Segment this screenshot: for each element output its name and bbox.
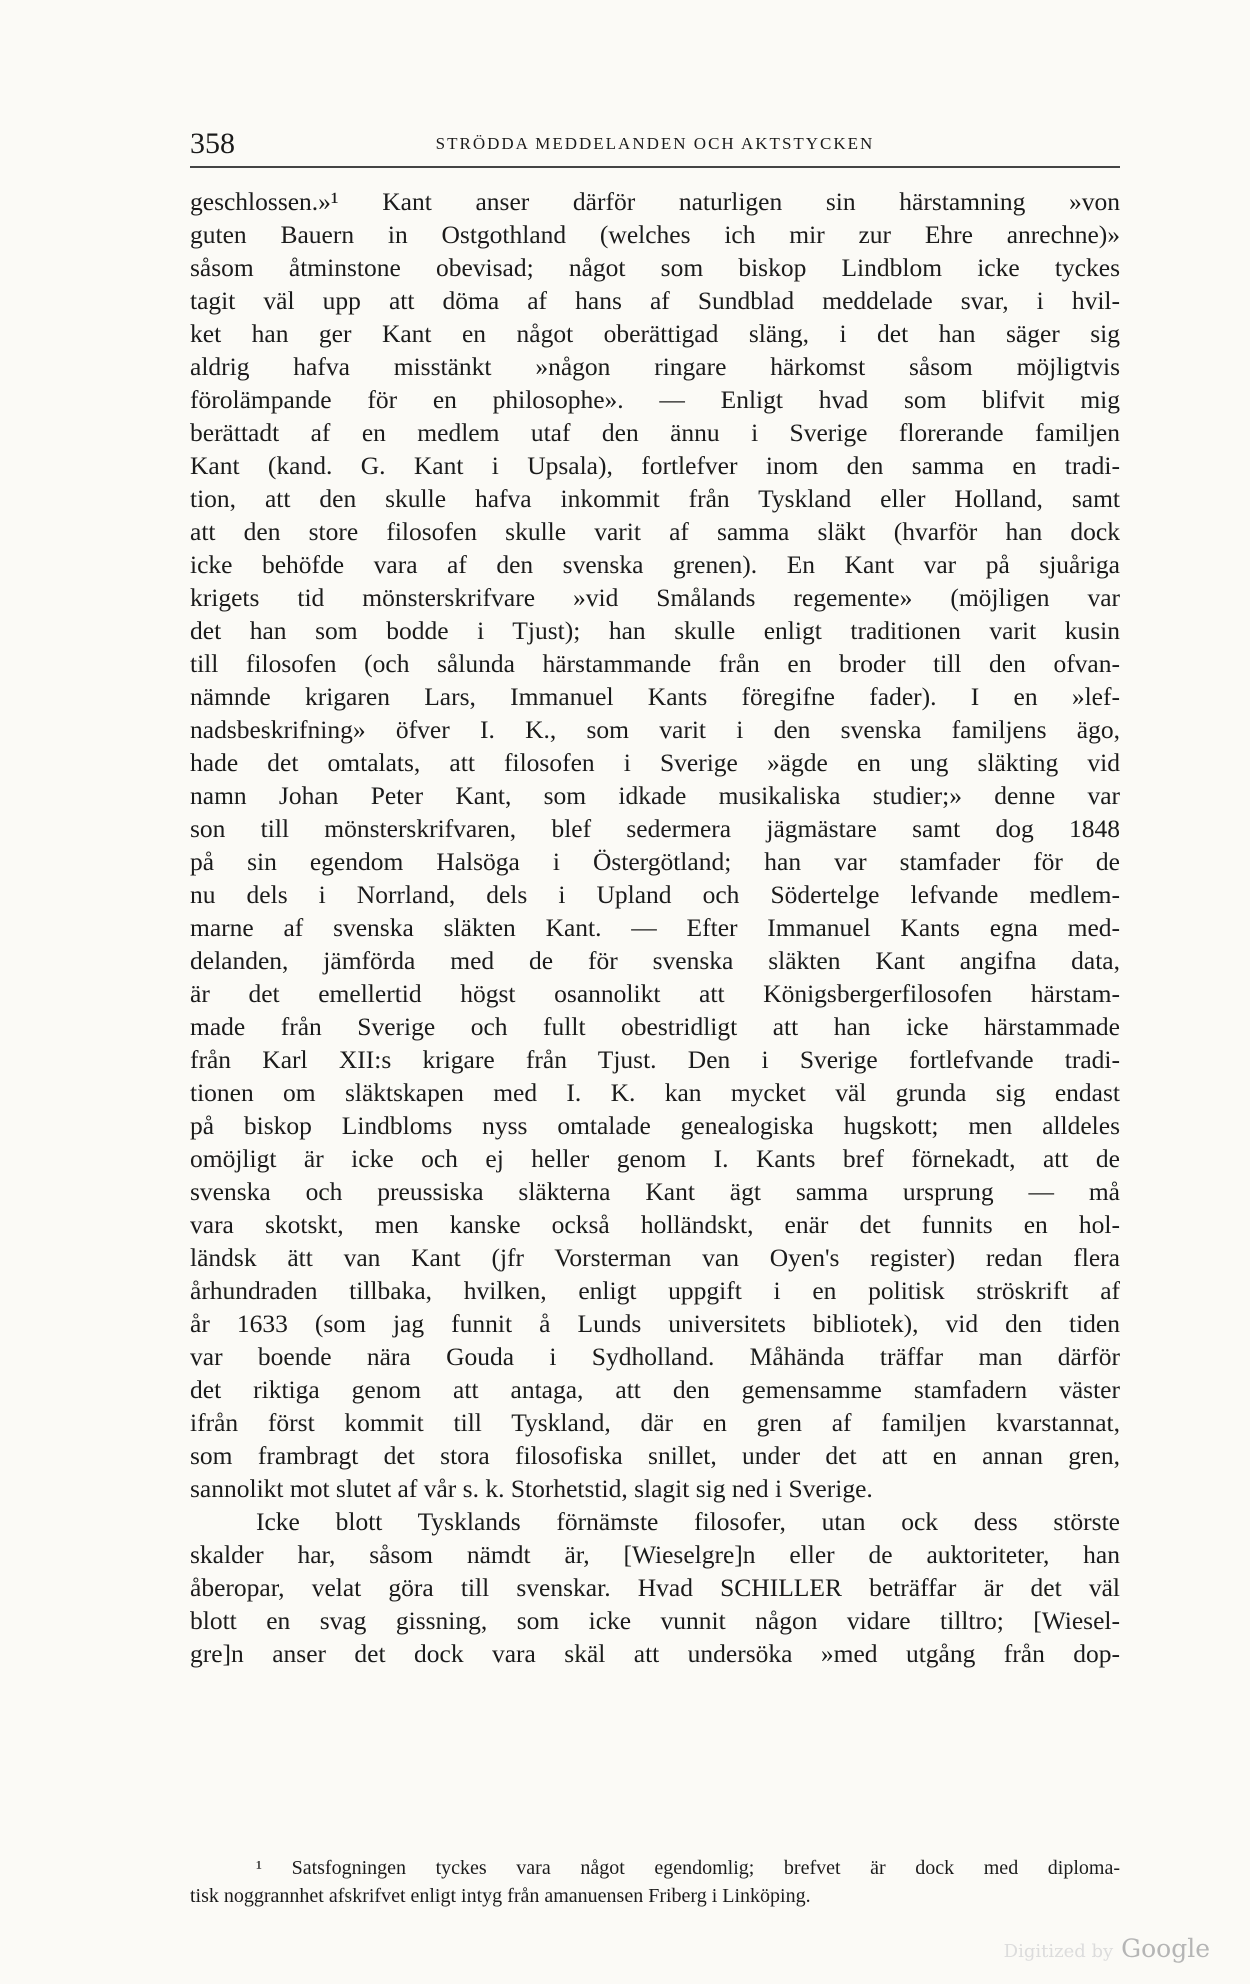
text-line: att den store filosofen skulle varit af samma släkt (hvarför han dock xyxy=(190,517,1120,546)
running-head: STRÖDDA MEDDELANDEN OCH AKTSTYCKEN xyxy=(435,134,875,153)
text-line: tionen om släktskapen med I. K. kan mycket väl grunda sig endast xyxy=(190,1078,1120,1107)
text-line: vara skotskt, men kanske också holländskt, enär det funnits en hol- xyxy=(190,1210,1120,1239)
text-line: Kant (kand. G. Kant i Upsala), fortlefver inom den samma en tradi- xyxy=(190,451,1120,480)
text-line: made från Sverige och fullt obestridligt att han icke härstammade xyxy=(190,1012,1120,1041)
text-line: förolämpande för en philosophe». — Enligt hvad som blifvit mig xyxy=(190,385,1120,414)
text-line: var boende nära Gouda i Sydholland. Måhända träffar man därför xyxy=(190,1342,1120,1371)
text-line: tagit väl upp att döma af hans af Sundblad meddelade svar, i hvil- xyxy=(190,286,1120,315)
text-line: Icke blott Tysklands förnämste filosofer, utan ock dess störste xyxy=(256,1507,1120,1536)
text-line: år 1633 (som jag funnit å Lunds universitets bibliotek), vid den tiden xyxy=(190,1309,1120,1338)
text-line: guten Bauern in Ostgothland (welches ich mir zur Ehre anrechne)» xyxy=(190,220,1120,249)
text-line: ländsk ätt van Kant (jfr Vorsterman van Oyen's register) redan flera xyxy=(190,1243,1120,1272)
text-line: icke behöfde vara af den svenska grenen). En Kant var på sjuåriga xyxy=(190,550,1120,579)
text-line: nu dels i Norrland, dels i Upland och Södertelge lefvande medlem- xyxy=(190,880,1120,909)
text-line: svenska och preussiska släkterna Kant ägt samma ursprung — må xyxy=(190,1177,1120,1206)
text-line: geschlossen.»¹ Kant anser därför naturligen sin härstamning »von xyxy=(190,187,1120,216)
text-line: blott en svag gissning, som icke vunnit någon vidare tilltro; [Wiesel- xyxy=(190,1606,1120,1635)
text-line: berättadt af en medlem utaf den ännu i Sverige florerande familjen xyxy=(190,418,1120,447)
page-number: 358 xyxy=(190,127,235,160)
text-line: tion, att den skulle hafva inkommit från Tyskland eller Holland, samt xyxy=(190,484,1120,513)
text-line: hade det omtalats, att filosofen i Sverige »ägde en ung släkting vid xyxy=(190,748,1120,777)
text-line: från Karl XII:s krigare från Tjust. Den i Sverige fortlefvande tradi- xyxy=(190,1045,1120,1074)
text-line: till filosofen (och sålunda härstammande från en broder till den ofvan- xyxy=(190,649,1120,678)
text-line: det riktiga genom att antaga, att den gemensamme stamfadern väster xyxy=(190,1375,1120,1404)
text-line: gre]n anser det dock vara skäl att undersöka »med utgång från dop- xyxy=(190,1639,1120,1668)
text-line: såsom åtminstone obevisad; något som biskop Lindblom icke tyckes xyxy=(190,253,1120,282)
text-line: aldrig hafva misstänkt »någon ringare härkomst såsom möjligtvis xyxy=(190,352,1120,381)
text-line: marne af svenska släkten Kant. — Efter Immanuel Kants egna med- xyxy=(190,913,1120,942)
google-logo-text: Google xyxy=(1121,1934,1210,1963)
text-line: omöjligt är icke och ej heller genom I. Kants bref förnekadt, att de xyxy=(190,1144,1120,1173)
text-line: namn Johan Peter Kant, som idkade musikaliska studier;» denne var xyxy=(190,781,1120,810)
page-header xyxy=(190,126,1120,168)
text-line: skalder har, såsom nämdt är, [Wieselgre]n eller de auktoriteter, han xyxy=(190,1540,1120,1569)
text-line: sannolikt mot slutet af vår s. k. Storhetstid, slagit sig ned i Sverige. xyxy=(190,1474,873,1503)
text-line: på sin egendom Halsöga i Östergötland; han var stamfader för de xyxy=(190,847,1120,876)
text-line: delanden, jämförda med de för svenska släkten Kant angifna data, xyxy=(190,946,1120,975)
text-line: århundraden tillbaka, hvilken, enligt uppgift i en politisk ströskrift af xyxy=(190,1276,1120,1305)
text-line: det han som bodde i Tjust); han skulle enligt traditionen varit kusin xyxy=(190,616,1120,645)
watermark-prefix: Digitized by xyxy=(1003,1941,1114,1962)
text-line: krigets tid mönsterskrifvare »vid Smålands regemente» (möjligen var xyxy=(190,583,1120,612)
text-line: son till mönsterskrifvaren, blef sedermera jägmästare samt dog 1848 xyxy=(190,814,1120,843)
footnote-line: ¹ Satsfogningen tyckes vara något egendomlig; brefvet är dock med diploma- xyxy=(256,1857,1120,1879)
text-line: är det emellertid högst osannolikt att Königsbergerfilosofen härstam- xyxy=(190,979,1120,1008)
text-line: nadsbeskrifning» öfver I. K., som varit i den svenska familjens ägo, xyxy=(190,715,1120,744)
text-line: ket han ger Kant en något oberättigad släng, i det han säger sig xyxy=(190,319,1120,348)
digitized-by-google-watermark xyxy=(985,1934,1210,1963)
footnote-line: tisk noggrannhet afskrifvet enligt intyg från amanuensen Friberg i Linköping. xyxy=(190,1885,811,1907)
body-text xyxy=(190,185,1120,1670)
text-line: ifrån först kommit till Tyskland, där en gren af familjen kvarstannat, xyxy=(190,1408,1120,1437)
text-line: nämnde krigaren Lars, Immanuel Kants föregifne fader). I en »lef- xyxy=(190,682,1120,711)
text-line: som frambragt det stora filosofiska snillet, under det att en annan gren, xyxy=(190,1441,1120,1470)
text-line: åberopar, velat göra till svenskar. Hvad SCHILLER beträffar är det väl xyxy=(190,1573,1120,1602)
footnote xyxy=(190,1854,1120,1910)
text-line: på biskop Lindbloms nyss omtalade genealogiska hugskott; men alldeles xyxy=(190,1111,1120,1140)
